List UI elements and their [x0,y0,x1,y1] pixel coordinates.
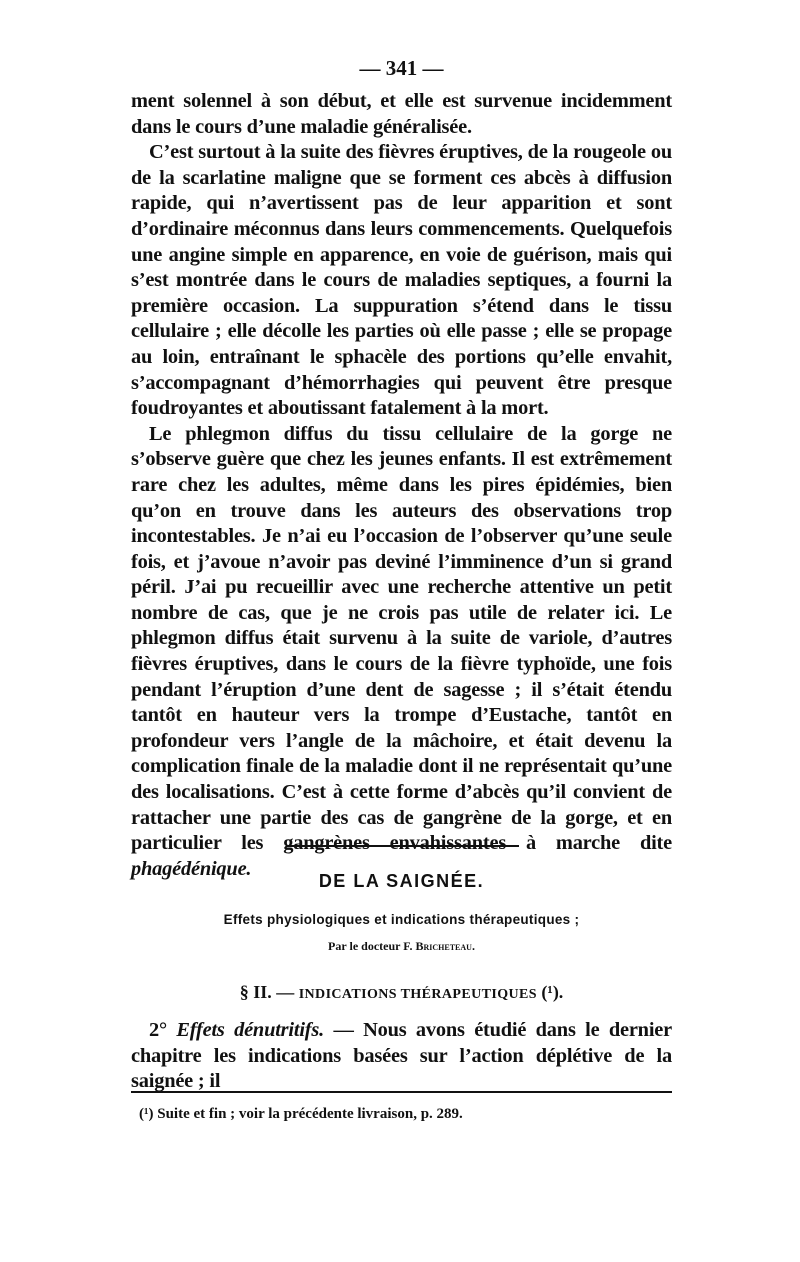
footnote-text: Suite et fin ; voir la précédente livraison, p. 289. [157,1106,463,1122]
section-heading [131,982,672,1003]
paragraph-fievres-eruptives: C’est surtout à la suite des fièvres éruptives, de la rougeole ou de la scarlatine maligne que se forment ces abcès à diffusion rapide, qui n’avertissent pas de leur apparition et sont d’ordinaire méconnus dans leurs commencements. Quelquefois une angine simple en apparence, en voie de guérison, mais qui s’est montrée dans le cours de maladies septiques, a fourni la première occasion. La suppuration s’étend dans le tissu cellulaire ; elle décolle les parties où elle passe ; elle se propage au loin, entraînant le sphacèle des portions qu’elle envahit, s’accompagnant d’hémorrhagies qui peuvent être presque foudroyantes et aboutissant fatalement à la mort. [131,141,672,420]
italic-effets-denutritifs: Effets dénutritifs. [176,1019,325,1041]
author-prefix: Par le docteur F. [328,939,413,953]
footnote-separator [131,1091,672,1093]
paragraph-effets-text: — Nous avons étudié dans le dernier chapitre les indications basées sur l’action déplétive de la saignée ; il [131,1019,672,1093]
section-heading-text: INDICATIONS THÉRAPEUTIQUES [298,987,537,1002]
author-line [131,939,672,954]
section-title: DE LA SAIGNÉE. [318,871,485,891]
author-name: Bricheteau. [415,939,475,953]
paragraph-continuation: ment solennel à son début, et elle est survenue incidemment dans le cours d’une maladie généralisée. [131,90,672,138]
section-subtitle: Effets physiologiques et indications thérapeutiques ; [223,912,580,927]
section-sign: § II. — [239,982,295,1002]
paragraph-effets-denutritifs [131,1018,672,1095]
italic-phagedenique: phagédénique. [131,857,252,880]
page-number: — 341 — [359,56,444,80]
lower-body [131,1018,672,1095]
footnote-marker: (¹) [139,1106,154,1122]
footnote [139,1106,672,1123]
section-divider [286,845,519,847]
paragraph-phlegmon-diffus [131,422,672,883]
footnote-reference: (¹). [541,982,564,1002]
item-number: 2° [149,1019,167,1041]
main-body [131,89,672,882]
paragraph-phlegmon-text: Le phlegmon diffus du tissu cellulaire de la gorge ne s’observe guère que chez les jeunes enfants. Il est extrêmement rare chez les adultes, même dans les pires épidémies, bien qu’on en trouve dans les auteurs des observations trop incontestables. Je n’ai eu l’occasion de l’observer qu’une seule fois, et j’avoue n’avoir pas deviné l’imminence d’un si grand péril. J’ai pu recueillir avec une recherche attentive un petit nombre de cas, que je ne crois pas utile de relater ici. Le phlegmon diffus était survenu à la suite de variole, d’autres fièvres éruptives, dans le cours de la fièvre typhoïde, une fois pendant l’éruption d’une dent de sagesse ; il s’était étendu tantôt en hauteur vers la trompe d’Eustache, tantôt en profondeur vers l’angle de la mâchoire, et était devenu la complication finale de la maladie dont il ne représentait qu’une des localisations. C’est à cette forme d’abcès qu’il convient de rattacher une partie des cas de gangrène de la gorge, et en particulier les gangrènes envahissantes à marche dite [131,422,672,855]
